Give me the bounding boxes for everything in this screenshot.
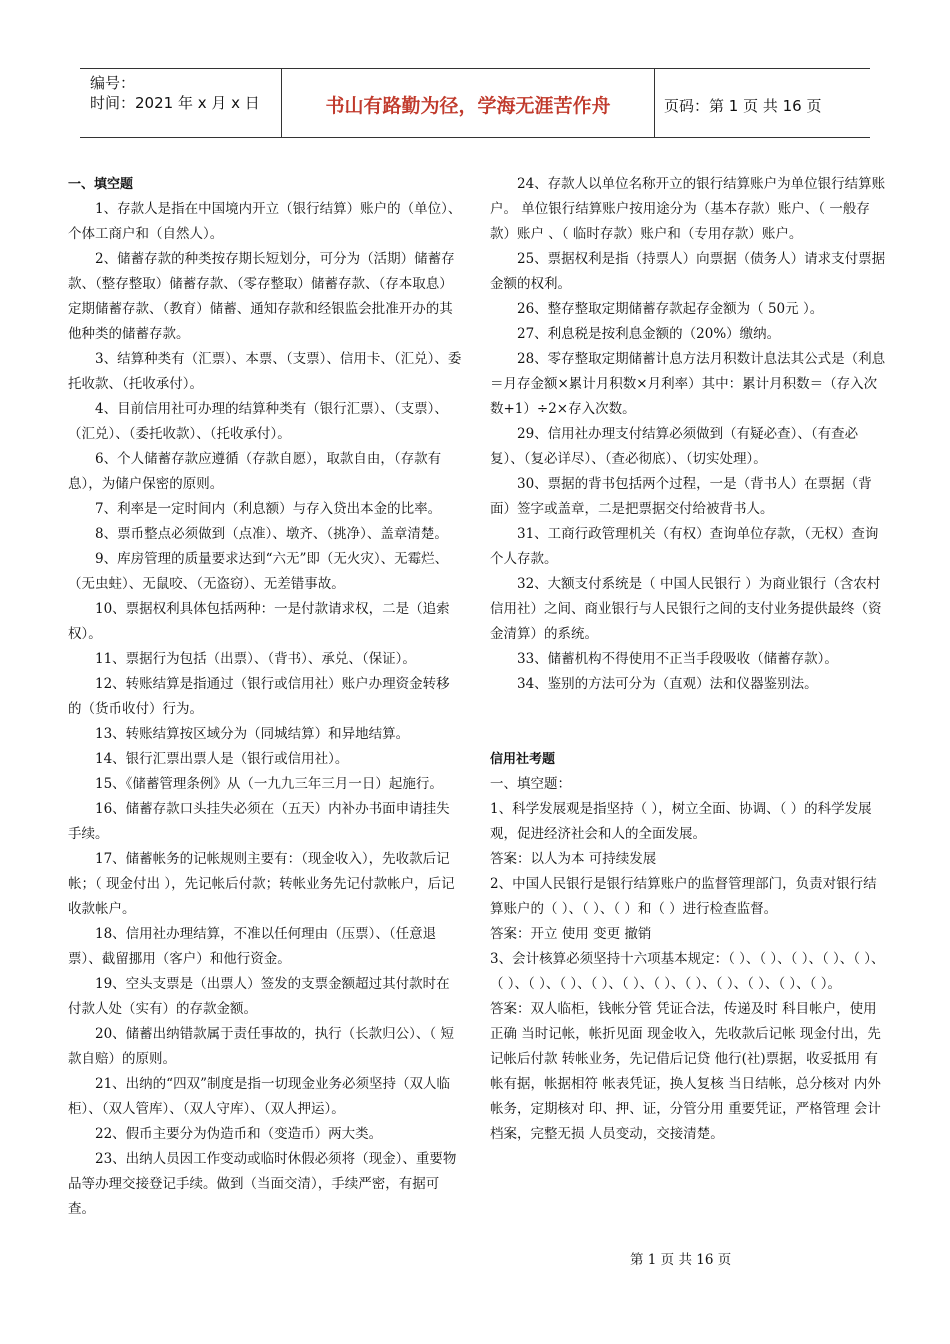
question-item: 13、转账结算按区域分为（同城结算）和异地结算。 [95,726,410,742]
question-item: 7、利率是一定时间内（利息额）与存入贷出本金的比率。 [95,501,442,517]
question-item: 16、储蓄存款口头挂失必须在（五天）内补办书面申请挂失手续。 [68,801,450,842]
question-item: 30、票据的背书包括两个过程，一是（背书人）在票据（背面）签字或盖章，二是把票据交付给被背书人。 [490,476,872,517]
question-item: 32、大额支付系统是（ 中国人民银行 ）为商业银行（含农村信用社）之间、商业银行与人民银行之间的支付业务提供最终（资金清算）的系统。 [490,576,882,642]
question-item: 23、出纳人员因工作变动或临时休假必须将（现金）、重要物品等办理交接登记手续。做到（当面交清），手续严密，有据可查。 [68,1151,457,1217]
time-label: 时间：2021 年 x 月 x 日 [90,94,260,112]
qa-item: 1、科学发展观是指坚持（ ），树立全面、协调、（ ）的科学发展观，促进经济社会和人的全面发展。 [490,801,872,842]
question-item: 22、假币主要分为伪造币和（变造币）两大类。 [95,1126,383,1142]
question-item: 28、零存整取定期储蓄计息方法月积数计息法其公式是（利息＝月存金额×累计月积数×月利率）其中：累计月积数＝（存入次数+1）÷2×存入次数。 [490,351,886,417]
question-item: 2、储蓄存款的种类按存期长短划分，可分为（活期）储蓄存款、（整存整取）储蓄存款、（零存整取）储蓄存款、（存本取息）定期储蓄存款、（教育）储蓄、通知存款和经银监会批准开办的其他种类的储蓄存款。 [68,251,455,342]
question-item: 34、鉴别的方法可分为（直观）法和仪器鉴别法。 [517,676,818,692]
question-item: 11、票据行为包括（出票）、（背书）、承兑、（保证）。 [95,651,416,667]
question-item: 21、出纳的“四双”制度是指一切现金业务必须坚持（双人临柜）、（双人管库）、（双人守库）、（双人押运）。 [68,1076,450,1117]
question-item: 14、银行汇票出票人是（银行或信用社）。 [95,751,349,767]
motto: 书山有路勤为径，学海无涯苦作舟 [325,95,611,117]
question-item: 27、利息税是按利息金额的（20%）缴纳。 [517,326,781,342]
header-info [80,69,281,137]
question-item: 17、储蓄帐务的记帐规则主要有：（现金收入），先收款后记帐；（ 现金付出 ），先记帐后付款；转帐业务先记付款帐户，后记收款帐户。 [68,851,455,917]
number-label: 编号： [90,74,136,92]
question-item: 4、目前信用社可办理的结算种类有（银行汇票）、（支票）、（汇兑）、（委托收款）、（托收承付）。 [68,401,448,442]
question-item: 1、存款人是指在中国境内开立（银行结算）账户的（单位）、个体工商户和（自然人）。 [68,201,462,242]
spacer [490,697,886,747]
question-item: 6、个人储蓄存款应遵循（存款自愿），取款自由，（存款有息），为储户保密的原则。 [68,451,442,492]
question-item: 10、票据权利具体包括两种：一是付款请求权，二是（追索权）。 [68,601,450,642]
question-item: 31、工商行政管理机关（有权）查询单位存款，（无权）查询个人存款。 [490,526,879,567]
question-item: 20、储蓄出纳错款属于责任事故的，执行（长款归公）、（ 短款自赔）的原则。 [68,1026,454,1067]
question-item: 33、储蓄机构不得使用不正当手段吸收（储蓄存款）。 [517,651,838,667]
section-title: 信用社考题 [490,752,556,767]
question-item: 25、票据权利是指（持票人）向票据（债务人）请求支付票据金额的权利。 [490,251,886,292]
question-item: 15、《储蓄管理条例》从（一九九三年三月一日）起施行。 [95,776,443,792]
question-item: 26、整存整取定期储蓄存款起存金额为（ 50元 ）。 [517,301,824,317]
question-item: 12、转账结算是指通过（银行或信用社）账户办理资金转移的（货币收付）行为。 [68,676,450,717]
question-item: 19、空头支票是（出票人）签发的支票金额超过其付款时在付款人处（实有）的存款金额。 [68,976,450,1017]
sub-heading: 一、填空题： [490,776,571,792]
header-motto-cell [281,69,655,137]
section-heading: 一、填空题 [68,177,134,192]
qa-item: 3、会计核算必须坚持十六项基本规定：（ ）、（ ）、（ ）、（ ）、（ ）、（ ）、（ ）、（ ）、（ ）、（ ）、（ ）、（ ）、（ ）、（ ）、（ ）、（ ）。 [490,951,885,992]
qa-answer: 答案：开立 使用 变更 撤销 [490,926,652,942]
question-item: 9、库房管理的质量要求达到“六无”即（无火灾）、无霉烂、（无虫蛀）、无鼠咬、（无盗窃）、无差错事故。 [68,551,449,592]
qa-answer: 答案：以人为本 可持续发展 [490,851,657,867]
question-item: 29、信用社办理支付结算必须做到（有疑必查）、（有查必复）、（复必详尽）、（查必彻底）、（切实处理）。 [490,426,859,467]
page-header [80,68,870,138]
question-item: 3、结算种类有（汇票）、本票、（支票）、信用卡、（汇兑）、委托收款、（托收承付）。 [68,351,462,392]
qa-item: 2、中国人民银行是银行结算账户的监督管理部门，负责对银行结算账户的（ ）、（ ）、（ ）和（ ）进行检查监督。 [490,876,877,917]
page-count-label: 页码：第 1 页 共 16 页 [664,97,822,115]
page-footer: 第 1 页 共 16 页 [630,1252,732,1268]
question-item: 18、信用社办理结算，不准以任何理由（压票）、（任意退票）、截留挪用（客户）和他行资金。 [68,926,437,967]
right-column [490,172,886,1147]
question-item: 8、票币整点必须做到（点准）、墩齐、（挑净）、盖章清楚。 [95,526,448,542]
question-item: 24、存款人以单位名称开立的银行结算账户为单位银行结算账户。 单位银行结算账户按用途分为（基本存款）账户、（ 一般存款）账户 、（ 临时存款）账户和（专用存款）账户。 [490,176,886,242]
header-page-cell [654,69,870,137]
qa-answer: 答案：双人临柜，钱帐分管 凭证合法，传递及时 科目帐户，使用正确 当时记帐，帐折见面 现金收入，先收款后记帐 现金付出，先记帐后付款 转帐业务，先记借后记贷 他行(社)票据，收妥抵用 有帐有据，帐据相符 帐表凭证，换人复核 当日结帐，总分核对 内外帐务，定期核对 印、押、证，分管分用 重要凭证，严格管理 会计档案，完整无损 人员变动，交接清楚。 [490,1001,881,1142]
left-column [68,172,462,1222]
